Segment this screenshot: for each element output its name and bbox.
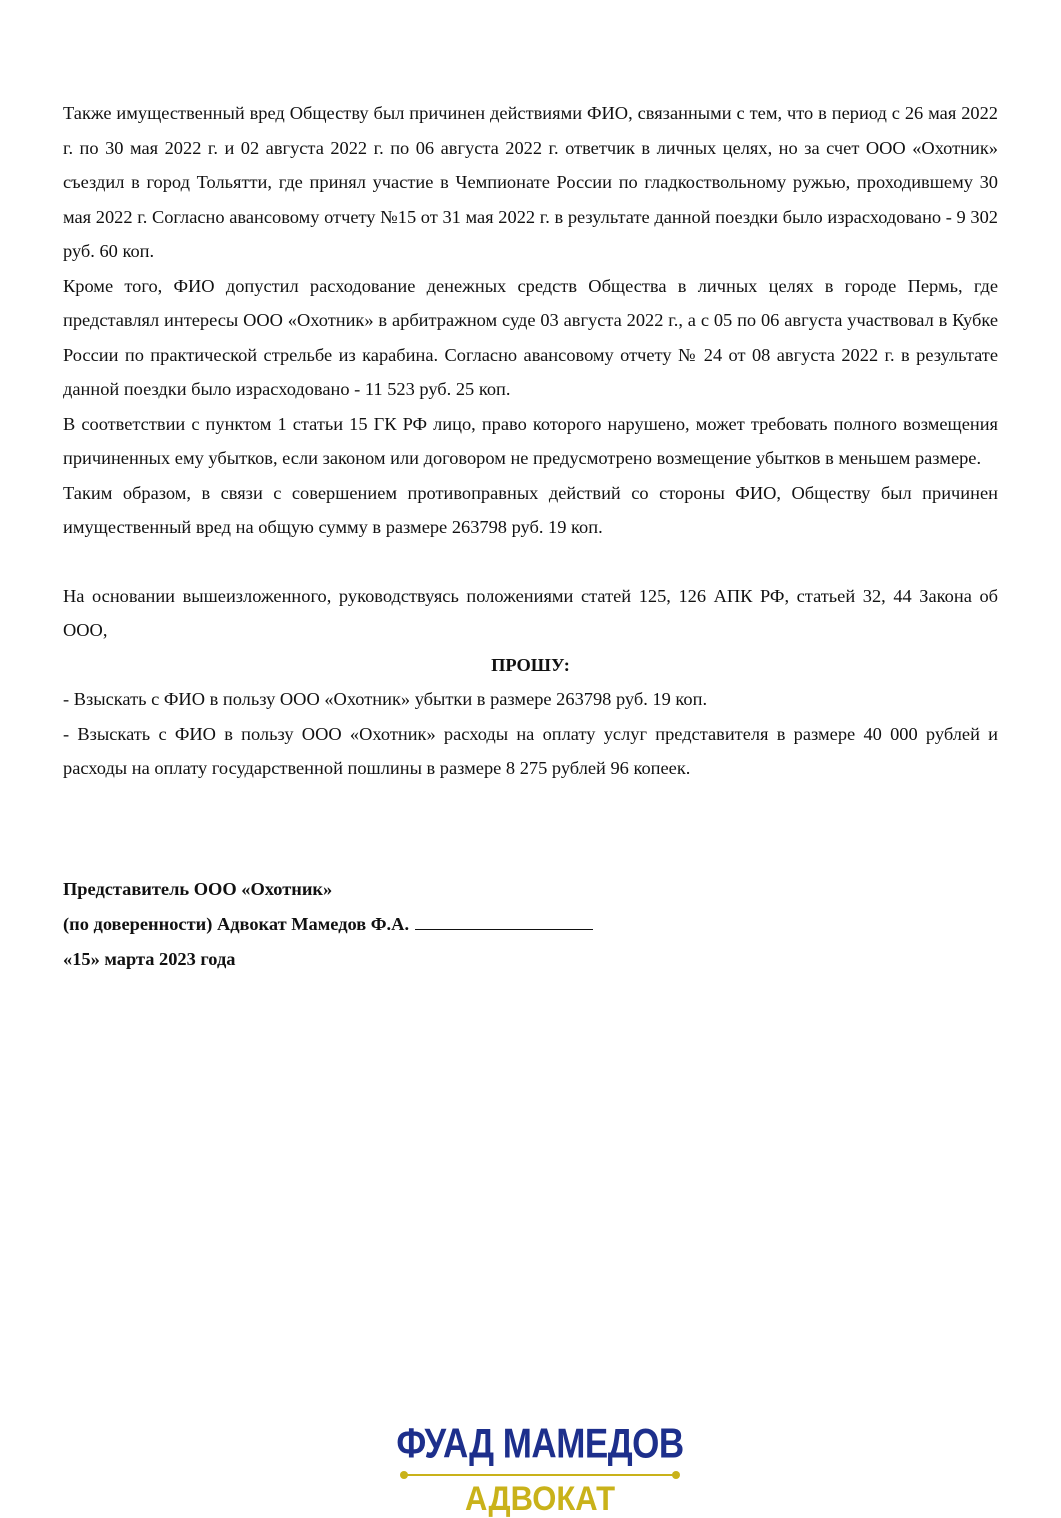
document-body	[63, 96, 998, 786]
signature-date: «15» марта 2023 года	[63, 949, 236, 969]
paragraph-spacer	[63, 545, 998, 579]
paragraph-legal-basis: В соответствии с пунктом 1 статьи 15 ГК РФ лицо, право которого нарушено, может требовать полного возмещения причиненных ему убытков, если законом или договором не предусмотрено возмещение убытков в меньшем размере.	[63, 413, 998, 468]
paragraph-grounds: На основании вышеизложенного, руководствуясь положениями статей 125, 126 АПК РФ, статьей 32, 44 Закона об ООО,	[63, 585, 998, 640]
paragraph-total-damage: Таким образом, в связи с совершением противоправных действий со стороны ФИО, Обществу был причинен имущественный вред на общую сумму в размере 263798 руб. 19 коп.	[63, 482, 998, 537]
representative-line: Представитель ООО «Охотник»	[63, 879, 333, 899]
paragraph-property-damage-perm: Кроме того, ФИО допустил расходование денежных средств Общества в личных целях в городе Пермь, где представлял интересы ООО «Охотник» в арбитражном суде 03 августа 2022 г., а с 05 по 06 августа участвовал в Кубке России по практической стрельбе из карабина. Согласно авансовому отчету № 24 от 08 августа 2022 г. в результате данной поездки было израсходовано - 11 523 руб. 25 коп.	[63, 275, 998, 399]
logo-divider-line	[406, 1474, 674, 1476]
request-item-damages: - Взыскать с ФИО в пользу ООО «Охотник» убытки в размере 263798 руб. 19 коп.	[63, 689, 708, 709]
signature-block	[63, 872, 763, 977]
attorney-name: (по доверенности) Адвокат Мамедов Ф.А.	[63, 914, 410, 934]
paragraph-property-damage-tolyatti: Также имущественный вред Обществу был причинен действиями ФИО, связанными с тем, что в период с 26 мая 2022 г. по 30 мая 2022 г. и 02 августа 2022 г. по 06 августа 2022 г. ответчик в личных целях, но за счет ООО «Охотник» съездил в город Тольятти, где принял участие в Чемпионате России по гладкоствольному ружью, проходившему 30 мая 2022 г. Согласно авансовому отчету №15 от 31 мая 2022 г. в результате данной поездки было израсходовано - 9 302 руб. 60 коп.	[63, 103, 998, 261]
logo-name: ФУАД МАМЕДОВ	[396, 1420, 684, 1467]
logo-title: АДВОКАТ	[464, 1478, 616, 1518]
advocate-logo	[392, 1420, 688, 1518]
signature-blank-line	[415, 911, 593, 930]
request-heading: ПРОШУ:	[491, 654, 570, 675]
attorney-line	[63, 907, 763, 942]
request-item-costs: - Взыскать с ФИО в пользу ООО «Охотник» расходы на оплату услуг представителя в размере 40 000 рублей и расходы на оплату государственной пошлины в размере 8 275 рублей 96 копеек.	[63, 723, 998, 778]
logo-divider-dot-right	[672, 1471, 680, 1479]
